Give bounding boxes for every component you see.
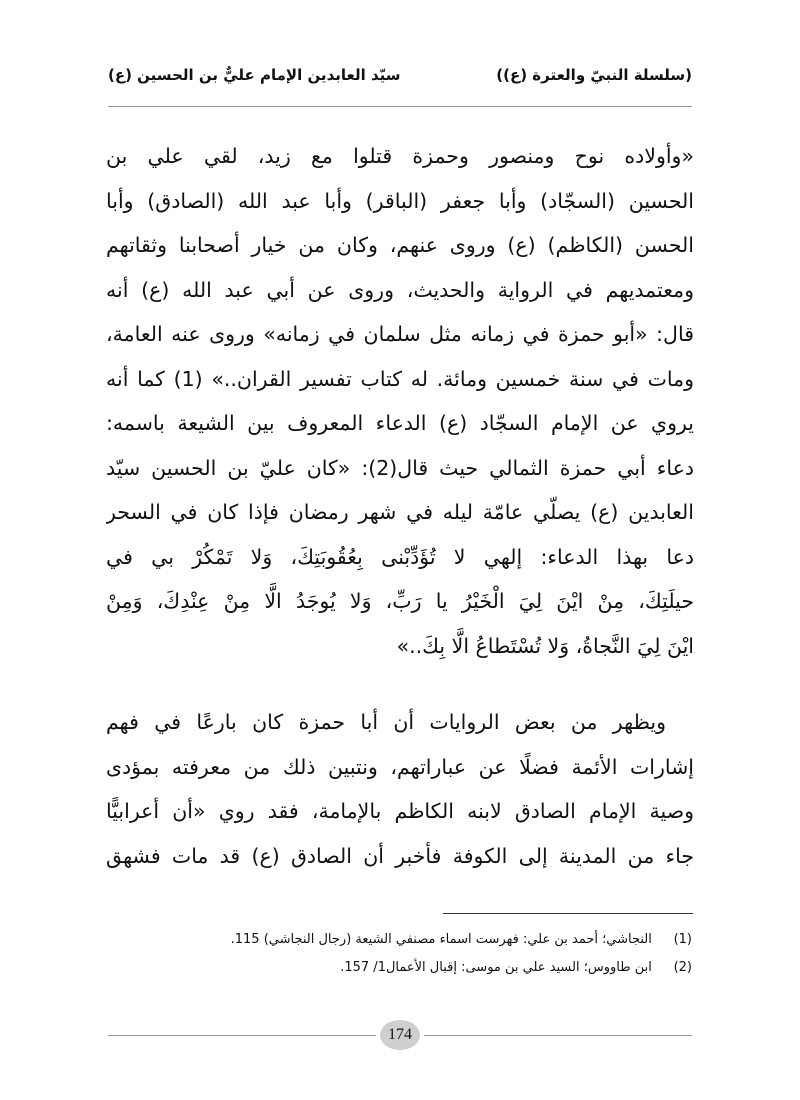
footnote-text: النجاشي؛ أحمد بن علي: فهرست اسماء مصنفي الشيعة (رجال النجاشي) 115.	[230, 932, 652, 947]
text-line: الحسن (الكاظم) (ع) وروى عنهم، وكان من خيار أصحابنا وثقاتهم	[106, 233, 694, 257]
text-line: دعاء أبي حمزة الثمالي حيث قال(2): «كان عليّ بن الحسين سيّد	[106, 455, 694, 480]
text-line: ومات في سنة خمسين ومائة. له كتاب تفسير القران..» (1) كما أنه	[106, 366, 694, 391]
footnote-divider	[443, 913, 693, 914]
paragraph-2	[106, 700, 694, 878]
header-divider	[108, 106, 692, 107]
text-line: قال: «أبو حمزة في زمانه مثل سلمان في زمانه» وروى عنه العامة،	[106, 322, 694, 346]
footnotes	[108, 926, 692, 982]
text-line: يروي عن الإمام السجّاد (ع) الدعاء المعروف بين الشيعة باسمه:	[106, 411, 694, 435]
book-title: سيّد العابدين الإمام عليٌّ بن الحسين (ع)	[108, 66, 401, 84]
text-line: ايْنَ لِيَ النَّجاةُ، وَلا تُسْتَطاعُ الَّا بِكَ..»	[396, 633, 694, 658]
text-line: العابدين (ع) يصلّي عامّة ليله في شهر رمضان فإذا كان في السحر	[106, 500, 694, 524]
text-line: الحسين (السجّاد) وأبا جعفر (الباقر) وأبا عبد الله (الصادق) وأبا	[106, 188, 694, 213]
text-line: حيلَتِكَ، مِنْ ايْنَ لِيَ الْخَيْرُ يا رَبِّ، وَلا يُوجَدُ الَّا مِنْ عِنْدِكَ، وَمِنْ	[106, 589, 694, 613]
text-line: ومعتمديهم في الرواية والحديث، وروى عن أبي عبد الله (ع) أنه	[106, 277, 694, 302]
footnote	[108, 926, 692, 954]
paragraph-1	[106, 134, 694, 668]
footnote-number: (1)	[673, 932, 692, 947]
footer-rule-right	[424, 1035, 692, 1036]
page-number: 174	[380, 1020, 420, 1050]
text-line: «وأولاده نوح ومنصور وحمزة قتلوا مع زيد، لقي علي بن	[106, 144, 694, 168]
text-line: دعا بهذا الدعاء: إلهي لا تُؤَدِّبْنى بِعُقُوبَتِكَ، وَلا تَمْكُرْ بي في	[106, 544, 694, 569]
series-title: (سلسلة النبيّ والعترة (ع))	[496, 66, 692, 84]
footnote-text: ابن طاووس؛ السيد علي بن موسى: إقبال الأعمال1/ 157.	[340, 960, 652, 975]
text-line: ويظهر من بعض الروايات أن أبا حمزة كان بارعًا في فهم	[106, 710, 666, 734]
text-line: وصية الإمام الصادق لابنه الكاظم بالإمامة، فقد روي «أن أعرابيًّا	[106, 799, 694, 823]
text-line: جاء من المدينة إلى الكوفة فأخبر أن الصادق (ع) قد مات فشهق	[106, 843, 694, 868]
footnote-number: (2)	[673, 960, 692, 975]
footnote	[108, 954, 692, 982]
running-header	[108, 60, 692, 90]
footer-rule-left	[108, 1035, 376, 1036]
text-line: إشارات الأئمة فضلًا عن عباراتهم، ونتبين ذلك من معرفته بمؤدى	[106, 754, 694, 779]
